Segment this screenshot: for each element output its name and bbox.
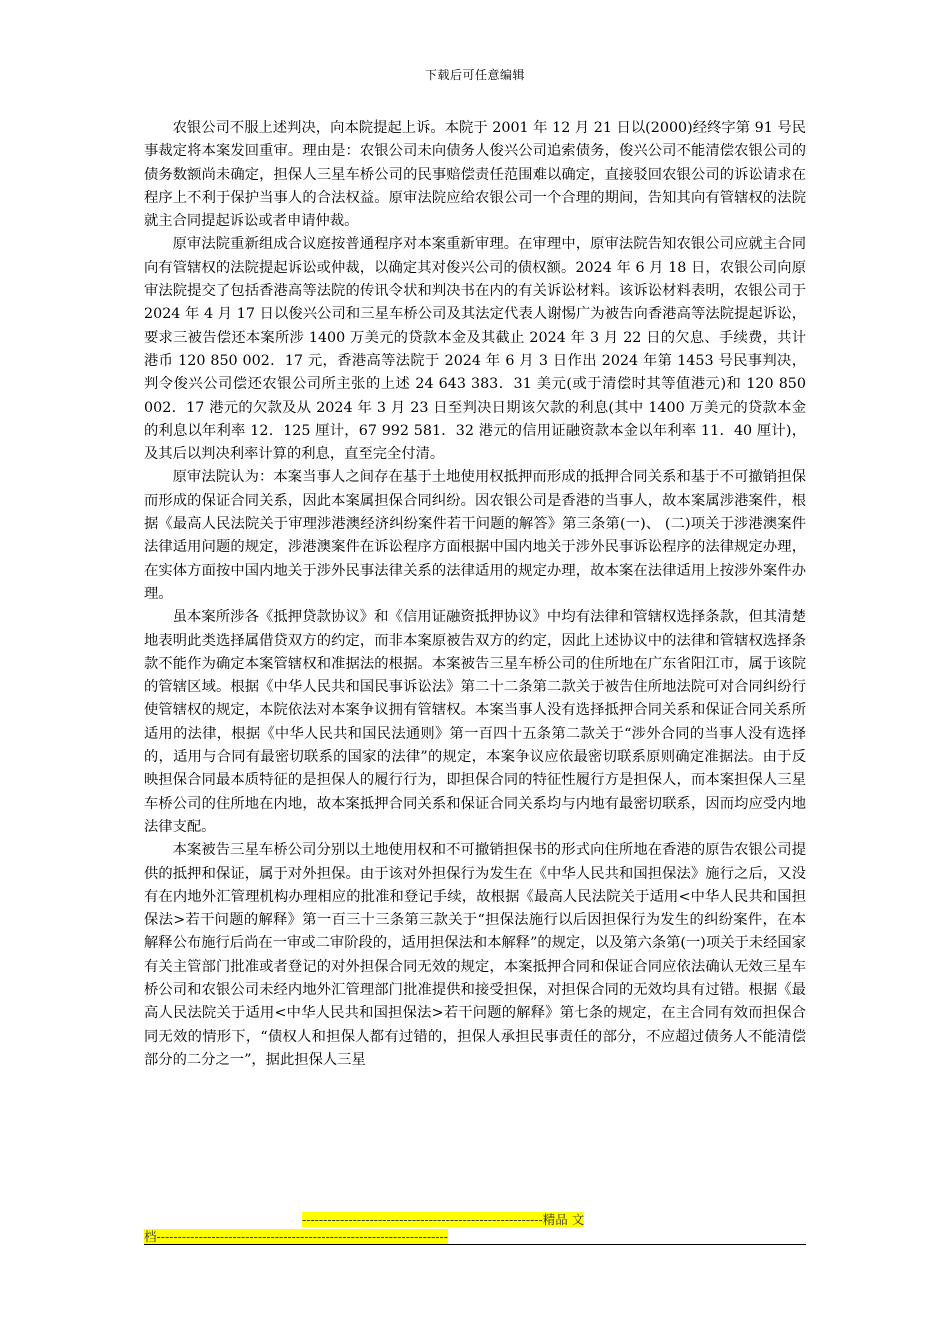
paragraph-appeal: 农银公司不服上述判决，向本院提起上诉。本院于 2001 年 12 月 21 日以(2000)经终字第 91 号民事裁定将本案发回重审。理由是：农银公司未向债务人俊兴公司追索债务，俊兴公司不能清偿农银公司的债务数额尚未确定，担保人三星车桥公司的民事赔偿责任范围难以确定，直接驳回农银公司的诉讼请求在程序上不利于保护当事人的合法权益。原审法院应给农银公司一个合理的期间，告知其向有管辖权的法院就主合同提起诉讼或者申请仲裁。: [144, 120, 806, 230]
document-body: [144, 117, 806, 1072]
paragraph-jurisdiction: 虽本案所涉各《抵押贷款协议》和《信用证融资抵押协议》中均有法律和管辖权选择条款，但其清楚地表明此类选择属借贷双方的约定，而非本案原被告双方的约定，因此上述协议中的法律和管辖权选择条款不能作为确定本案管辖权和准据法的根据。本案被告三星车桥公司的住所地在广东省阳江市，属于该院的管辖区域。根据《中华人民共和国民事诉讼法》第二十二条第二款关于被告住所地法院可对合同纠纷行使管辖权的规定，本院依法对本案争议拥有管辖权。本案当事人没有选择抵押合同关系和保证合同关系所适用的法律，根据《中华人民共和国民法通则》第一百四十五条第二款关于“涉外合同的当事人没有选择的，适用与合同有最密切联系的国家的法律”的规定，本案争议应依最密切联系原则确定准据法。由于反映担保合同最本质特征的是担保人的履行行为，即担保合同的特征性履行方是担保人，而本案担保人三星车桥公司的住所地在内地，故本案抵押合同关系和保证合同关系均与内地有最密切联系，因而均应受内地法律支配。: [144, 609, 806, 835]
footer-banner-line1: ---------------------------------------------------------精品 文: [302, 1212, 585, 1227]
footer-banner: [144, 1211, 806, 1245]
footer-banner-line2: 档---------------------------------------------------------------------: [144, 1229, 448, 1244]
footer-divider: [144, 1244, 806, 1245]
page-header: 下载后可任意编辑: [424, 68, 525, 82]
paragraph-retrial: 原审法院重新组成合议庭按普通程序对本案重新审理。在审理中，原审法院告知农银公司应就主合同向有管辖权的法院提起诉讼或仲裁，以确定其对俊兴公司的债权额。2024 年 6 月 18 日，农银公司向原审法院提交了包括香港高等法院的传讯令状和判决书在内的有关诉讼材料。该诉讼材料表明，农银公司于 2024 年 4 月 17 日以俊兴公司和三星车桥公司及其法定代表人谢惕广为被告向香港高等法院提起诉讼，要求三被告偿还本案所涉 1400 万美元的贷款本金及其截止 2024 年 3 月 22 日的欠息、手续费，共计港币 120 850 002．17 元，香港高等法院于 2024 年 6 月 3 日作出 2024 年第 1453 号民事判决，判令俊兴公司偿还农银公司所主张的上述 24 643 383．31 美元(或于清偿时其等值港元)和 120 850 002．17 港元的欠款及从 2024 年 3 月 23 日至判决日期该欠款的利息(其中 1400 万美元的贷款本金的利息以年利率 12．125 厘计，67 992 581．32 港元的信用证融资款本金以年利率 11．40 厘计)，及其后以判决利率计算的利息，直至完全付清。: [144, 236, 806, 463]
paragraph-court-opinion: 原审法院认为：本案当事人之间存在基于土地使用权抵押而形成的抵押合同关系和基于不可撤销担保而形成的保证合同关系，因此本案属担保合同纠纷。因农银公司是香港的当事人，故本案属涉港案件，根据《最高人民法院关于审理涉港澳经济纠纷案件若干问题的解答》第三条第(一)、 (二)项关于涉港澳案件法律适用问题的规定，涉港澳案件在诉讼程序方面根据中国内地关于涉外民事诉讼程序的法律规定办理，在实体方面按中国内地关于涉外民事法律关系的法律适用的规定办理，故本案在法律适用上按涉外案件办理。: [144, 469, 806, 602]
paragraph-guarantee-validity: 本案被告三星车桥公司分别以土地使用权和不可撤销担保书的形式向住所地在香港的原告农银公司提供的抵押和保证，属于对外担保。由于该对外担保行为发生在《中华人民共和国担保法》施行之后，又没有在内地外汇管理机构办理相应的批准和登记手续，故根据《最高人民法院关于适用<中华人民共和国担保法>若干问题的解释》第一百三十三条第三款关于“担保法施行以后因担保行为发生的纠纷案件，在本解释公布施行后尚在一审或二审阶段的，适用担保法和本解释”的规定，以及第六条第(一)项关于未经国家有关主管部门批准或者登记的对外担保合同无效的规定，本案抵押合同和保证合同应依法确认无效三星车桥公司和农银公司未经内地外汇管理部门批准提供和接受担保，对担保合同的无效均具有过错。根据《最高人民法院关于适用<中华人民共和国担保法>若干问题的解释》第七条的规定，在主合同有效而担保合同无效的情形下，“债权人和担保人都有过错的，担保人承担民事责任的部分，不应超过债务人不能清偿部分的二分之一”，据此担保人三星: [144, 842, 806, 1068]
